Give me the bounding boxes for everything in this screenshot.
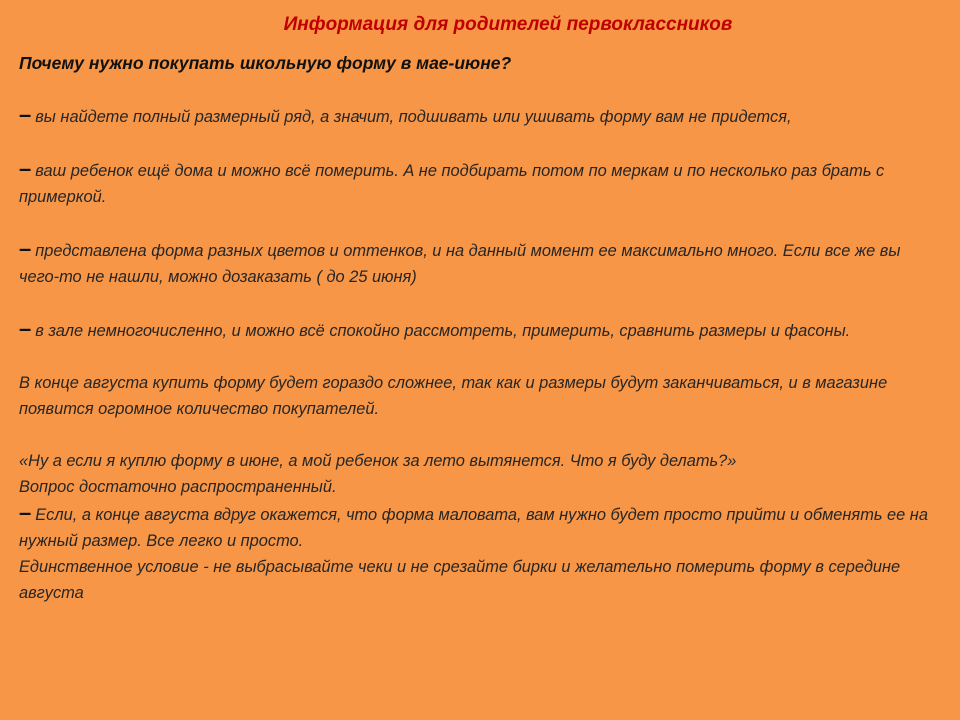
- condition-paragraph: Единственное условие - не выбрасывайте чеки и не срезайте бирки и желательно померить форму в середине августа: [19, 558, 901, 602]
- late-august-paragraph: В конце августа купить форму будет гораздо сложнее, так как и размеры будут заканчиваться, и в магазине появится огромное количество покупателей.: [19, 374, 888, 418]
- dash-marker: –: [19, 102, 32, 127]
- page-title: Информация для родителей первоклассников: [283, 14, 733, 35]
- bullet-text-2: ваш ребенок ещё дома и можно всё померить. А не подбирать потом по меркам и по несколько раз брать с примеркой.: [19, 162, 885, 206]
- content-body: [19, 50, 944, 606]
- bullet-item-2: [19, 156, 944, 210]
- dash-marker: –: [19, 316, 32, 341]
- bullet-item-4: [19, 316, 944, 344]
- bullet-item-3: [19, 236, 944, 290]
- dash-marker: –: [19, 500, 32, 525]
- faq-answer: [19, 500, 944, 554]
- faq-question: «Ну а если я куплю форму в июне, а мой ребенок за лето вытянется. Что я буду делать?»: [19, 452, 737, 470]
- bullet-text-3: представлена форма разных цветов и оттенков, и на данный момент ее максимально много. Если все же вы чего-то не нашли, можно дозаказать ( до 25 июня): [19, 242, 901, 286]
- dash-marker: –: [19, 236, 32, 261]
- bullet-item-1: [19, 102, 944, 130]
- dash-marker: –: [19, 156, 32, 181]
- bullet-text-1: вы найдете полный размерный ряд, а значит, подшивать или ушивать форму вам не придется,: [35, 108, 792, 126]
- faq-answer-text: Если, а конце августа вдруг окажется, что форма маловата, вам нужно будет просто прийти и обменять ее на нужный размер. Все легко и просто.: [19, 506, 928, 550]
- faq-note: Вопрос достаточно распространенный.: [19, 478, 337, 496]
- main-question: Почему нужно покупать школьную форму в мае-июне?: [19, 53, 512, 73]
- bullet-text-4: в зале немногочисленно, и можно всё спокойно рассмотреть, примерить, сравнить размеры и фасоны.: [35, 322, 851, 340]
